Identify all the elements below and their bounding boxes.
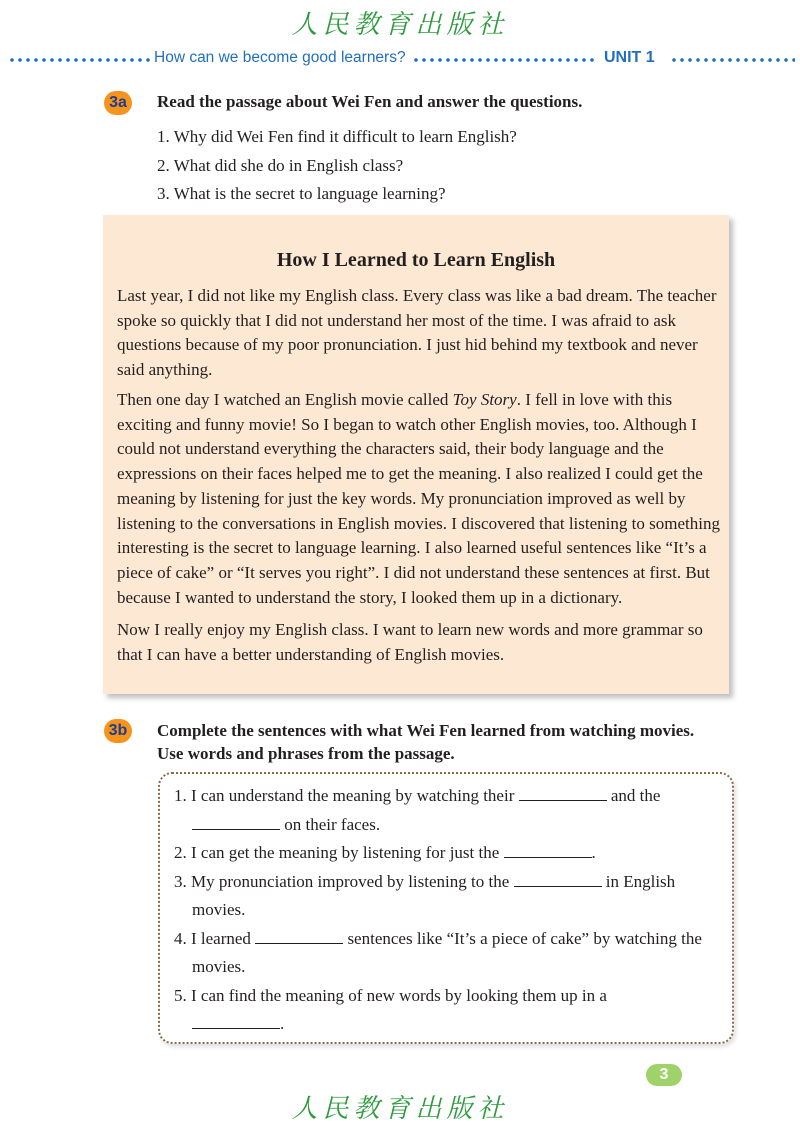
answer-blank[interactable] [192,1014,280,1029]
paragraph-text: . I fell in love with this exciting and funny movie! So I began to watch other English movies, too. Although I could not understand everything the characters said, their body language and the expressions on their faces helped me to get the meaning. I also realized I could get the meaning by listening for just the key words. My pronunciation improved as well by listening to the conversations in English movies. I discovered that listening to something interesting is the secret to language learning. I also learned useful sentences like “It’s a piece of cake” or “It serves you right”. I did not understand these sentences at first. But because I wanted to understand the story, I looked them up in a dictionary. [117,390,720,607]
item-text: . [280,1014,285,1033]
item-text: 4. I learned [174,928,256,948]
unit-question: How can we become good learners? [154,49,406,66]
fill-in-item [174,982,719,1039]
item-text: . [591,843,596,862]
fill-in-item [174,868,719,925]
item-text: 1. I can understand the meaning by watching their [174,786,519,805]
fill-in-box [158,772,734,1044]
passage-paragraph-1: Last year, I did not like my English class. Every class was like a bad dream. The teacher spoke so quickly that I did not understand her most of the time. I was afraid to ask questions because of my poor pronunciation. I just hid behind my textbook and never said anything. [117,286,717,380]
header-dots-right [670,58,795,62]
item-text: 5. I can find the meaning of new words by looking them up in a [174,985,607,1005]
question-item: 1. Why did Wei Fen find it difficult to learn English? [157,127,517,146]
item-text: on their faces. [280,814,381,834]
item-text: 3. My pronunciation improved by listening to the [174,871,514,891]
item-text: in English movies. [192,871,676,919]
passage-paragraph-2 [117,388,721,610]
fill-in-list [174,782,719,1039]
section-badge-3a: 3a [104,91,132,115]
item-text: and the [606,786,661,805]
passage-box [103,215,729,694]
question-item: 3. What is the secret to language learning? [157,184,446,203]
header-dots-left [8,58,150,62]
unit-header [0,46,800,72]
item-text: sentences like “It’s a piece of cake” by watching the movies. [192,928,702,976]
answer-blank[interactable] [504,843,592,858]
movie-title: Toy Story [452,390,517,409]
answer-blank[interactable] [192,815,280,830]
publisher-logo-bottom: 人民教育出版社 [291,1094,509,1124]
publisher-logo-top: 人民教育出版社 [291,10,509,40]
question-list [157,123,517,209]
answer-blank[interactable] [514,872,602,887]
passage-paragraph-3: Now I really enjoy my English class. I want to learn new words and more grammar so that I can have a better understanding of English movies. [117,620,703,664]
fill-in-item [174,925,719,982]
item-text: 2. I can get the meaning by listening for just the [174,843,504,862]
page-number: 3 [646,1064,682,1086]
fill-in-item [174,782,719,839]
fill-in-item [174,839,719,868]
answer-blank[interactable] [519,786,607,801]
unit-label: UNIT 1 [604,49,655,66]
instruction-3a: Read the passage about Wei Fen and answer the questions. [157,92,583,111]
header-dots-middle [412,58,594,62]
instruction-3b: Complete the sentences with what Wei Fen learned from watching movies. Use words and phrases from the passage. [157,721,695,763]
section-badge-3b: 3b [104,719,132,743]
question-item: 2. What did she do in English class? [157,155,404,175]
paragraph-text: Then one day I watched an English movie called [117,390,453,409]
passage-title: How I Learned to Learn English [276,249,556,271]
answer-blank[interactable] [255,929,343,944]
